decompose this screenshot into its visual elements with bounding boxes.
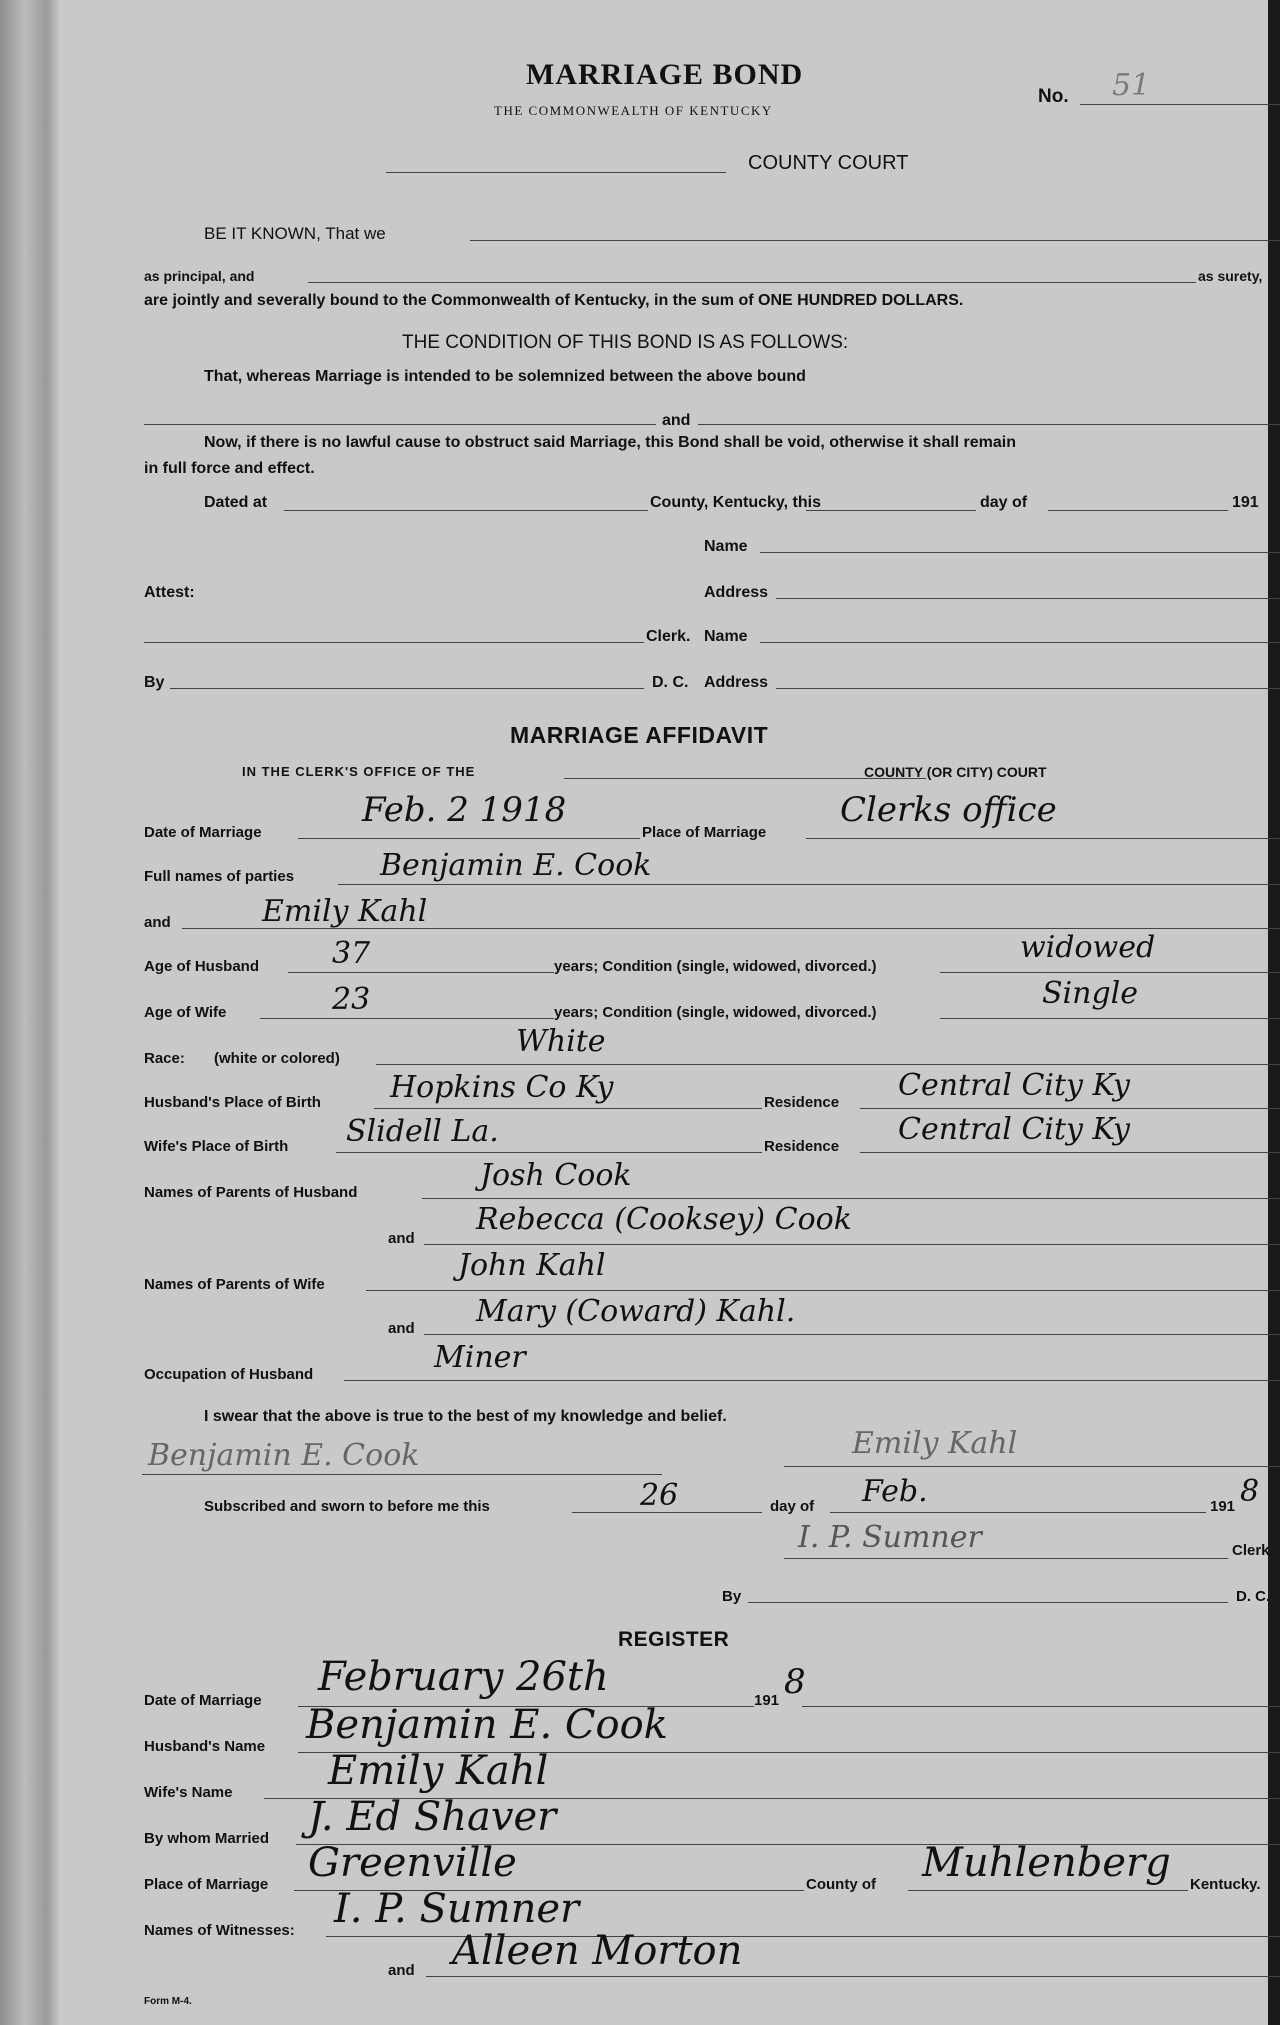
condition-husband-value: widowed [1020,930,1156,965]
register-by-whom-value: J. Ed Shaver [308,1794,557,1840]
dc-label: D. C. [652,674,689,691]
and-text: and [662,412,691,429]
father-wife-value: John Kahl [458,1248,606,1283]
register-county-value: Muhlenberg [922,1840,1171,1886]
husband-signature: Benjamin E. Cook [148,1438,420,1473]
month-line [1048,510,1228,511]
mother-wife-line [424,1334,1280,1335]
husband-residence-label: Residence [764,1094,840,1111]
day-of-label: day of [980,494,1028,511]
register-witness-2-line [426,1976,1280,1977]
principal-names-line [470,240,1280,241]
bond-title: MARRIAGE BOND [526,58,804,91]
age-husband-line [288,972,554,973]
register-date-label: Date of Marriage [144,1692,262,1709]
party-two-line [698,424,1280,425]
address-label-2: Address [704,674,769,691]
sworn-year-prefix: 191 [1210,1498,1236,1515]
race-line [376,1064,1280,1065]
husband-signature-line [142,1474,662,1475]
register-county-of-label: County of [806,1876,876,1893]
bond-number-label: No. [1038,86,1069,107]
be-it-known-text: BE IT KNOWN, That we [204,224,386,243]
dated-at-label: Dated at [204,494,268,511]
name-label-1: Name [704,538,748,555]
and-label-1: and [144,914,171,931]
book-binding [0,0,62,2025]
by-label: By [144,674,165,691]
sworn-day-value: 26 [640,1478,679,1513]
mother-husband-line [424,1244,1280,1245]
register-husband-label: Husband's Name [144,1738,266,1755]
occupation-line [344,1380,1280,1381]
years-condition-label-1: years; Condition (single, widowed, divorced.) [554,958,877,975]
race-label: Race: [144,1050,185,1067]
parents-husband-label: Names of Parents of Husband [144,1184,358,1201]
affidavit-by-line [748,1602,1228,1603]
full-name-2-value: Emily Kahl [262,894,428,929]
husband-birth-line [374,1108,762,1109]
register-by-whom-label: By whom Married [144,1830,270,1847]
marriage-bond-page [62,0,1274,2025]
place-of-marriage-value: Clerks office [840,790,1057,830]
father-husband-line [422,1198,1280,1199]
name-line-1 [760,552,1280,553]
year-prefix: 191 [1232,494,1259,511]
party-one-line [144,424,656,425]
wife-residence-label: Residence [764,1138,840,1155]
affidavit-by-label: By [722,1588,742,1605]
form-number: Form M-4. [144,1996,192,2007]
register-title: REGISTER [618,1628,730,1651]
county-or-city-court-text: COUNTY (OR CITY) COURT [864,764,1047,780]
place-of-marriage-line [806,838,1280,839]
wife-residence-line [860,1152,1280,1153]
address-line-2 [776,688,1280,689]
sworn-day-of-label: day of [770,1498,815,1515]
wife-signature: Emily Kahl [852,1426,1018,1461]
bond-number-value: 51 [1112,68,1151,103]
affidavit-clerk-label: Clerk. [1232,1542,1274,1559]
register-date-value: February 26th [318,1654,609,1700]
clerk-line [144,642,644,643]
as-principal-text: as principal, and [144,268,255,284]
register-witness-2-value: Alleen Morton [452,1928,743,1974]
swear-text: I swear that the above is true to the best of my knowledge and belief. [204,1408,727,1425]
by-line [170,688,644,689]
and-label-3: and [388,1320,415,1337]
occupation-label: Occupation of Husband [144,1366,314,1383]
wife-birth-line [336,1152,762,1153]
sworn-month-line [830,1512,1206,1513]
register-place-label: Place of Marriage [144,1876,269,1893]
full-name-1-value: Benjamin E. Cook [380,848,652,883]
condition-wife-value: Single [1042,976,1139,1011]
register-year-prefix: 191 [754,1692,780,1709]
father-wife-line [366,1290,1280,1291]
date-of-marriage-value: Feb. 2 1918 [362,790,567,830]
condition-wife-line [940,1018,1280,1019]
place-of-marriage-label: Place of Marriage [642,824,767,841]
wife-signature-line [784,1466,1280,1467]
mother-husband-value: Rebecca (Cooksey) Cook [476,1202,852,1237]
husband-birth-value: Hopkins Co Ky [390,1070,614,1105]
bond-subtitle: THE COMMONWEALTH OF KENTUCKY [494,103,773,118]
register-and-label: and [388,1962,415,1979]
condition-heading: THE CONDITION OF THIS BOND IS AS FOLLOWS: [402,332,849,353]
name-label-2: Name [704,628,748,645]
wife-birth-value: Slidell La. [346,1114,499,1149]
and-label-2: and [388,1230,415,1247]
address-line-1 [776,598,1280,599]
register-county-line [908,1890,1188,1891]
full-names-label: Full names of parties [144,868,295,885]
age-husband-label: Age of Husband [144,958,259,975]
full-name-1-line [338,884,1280,885]
surety-line [308,282,1196,283]
name-line-2 [760,642,1280,643]
now-text-line-2: in full force and effect. [144,460,315,477]
jointly-bound-text: are jointly and severally bound to the Commonwealth of Kentucky, in the sum of ONE HUNDRED DOLLARS. [144,292,964,309]
husband-residence-value: Central City Ky [898,1068,1130,1103]
parents-wife-label: Names of Parents of Wife [144,1276,325,1293]
husband-birth-label: Husband's Place of Birth [144,1094,321,1111]
register-witness-1-value: I. P. Sumner [334,1886,580,1932]
dated-at-line [284,510,648,511]
race-value: White [516,1024,606,1059]
date-of-marriage-label: Date of Marriage [144,824,262,841]
county-court-line [386,172,726,173]
register-witnesses-label: Names of Witnesses: [144,1922,295,1939]
husband-residence-line [860,1108,1280,1109]
day-line [806,510,976,511]
age-husband-value: 37 [332,936,371,971]
years-condition-label-2: years; Condition (single, widowed, divorced.) [554,1004,877,1021]
register-date-line-2 [802,1706,1280,1707]
register-year-suffix: 8 [784,1662,806,1702]
register-kentucky-label: Kentucky. [1190,1876,1261,1893]
now-text-line-1: Now, if there is no lawful cause to obstruct said Marriage, this Bond shall be void, otherwise it shall remain [204,434,1017,451]
age-wife-label: Age of Wife [144,1004,227,1021]
register-place-value: Greenville [308,1840,517,1886]
as-surety-text: as surety, [1198,268,1263,284]
page-edge-shadow [1268,0,1280,2025]
age-wife-value: 23 [332,982,371,1017]
sworn-year-suffix: 8 [1240,1474,1260,1509]
clerk-signature: I. P. Sumner [798,1520,982,1555]
clerk-label: Clerk. [646,628,691,645]
mother-wife-value: Mary (Coward) Kahl. [476,1294,796,1329]
condition-husband-line [940,972,1280,973]
sworn-month-value: Feb. [862,1474,928,1509]
clerks-office-text: IN THE CLERK'S OFFICE OF THE [242,764,476,779]
address-label-1: Address [704,584,769,601]
clerk-signature-line [784,1558,1228,1559]
subscribed-text: Subscribed and sworn to before me this [204,1498,490,1515]
race-hint: (white or colored) [214,1050,340,1067]
county-ky-this-label: County, Kentucky, this [650,494,821,511]
date-of-marriage-line [298,838,640,839]
attest-label: Attest: [144,584,195,601]
wife-birth-label: Wife's Place of Birth [144,1138,289,1155]
occupation-value: Miner [434,1340,526,1375]
age-wife-line [260,1018,554,1019]
register-husband-value: Benjamin E. Cook [306,1702,668,1748]
affidavit-title: MARRIAGE AFFIDAVIT [510,722,769,748]
father-husband-value: Josh Cook [480,1158,632,1193]
wife-residence-value: Central City Ky [898,1112,1130,1147]
bond-number-line [1080,104,1280,105]
register-wife-label: Wife's Name [144,1784,233,1801]
county-court-label: COUNTY COURT [748,152,909,174]
whereas-text: That, whereas Marriage is intended to be solemnized between the above bound [204,368,806,385]
register-wife-value: Emily Kahl [328,1748,549,1794]
affidavit-dc-label: D. C. [1236,1588,1271,1605]
